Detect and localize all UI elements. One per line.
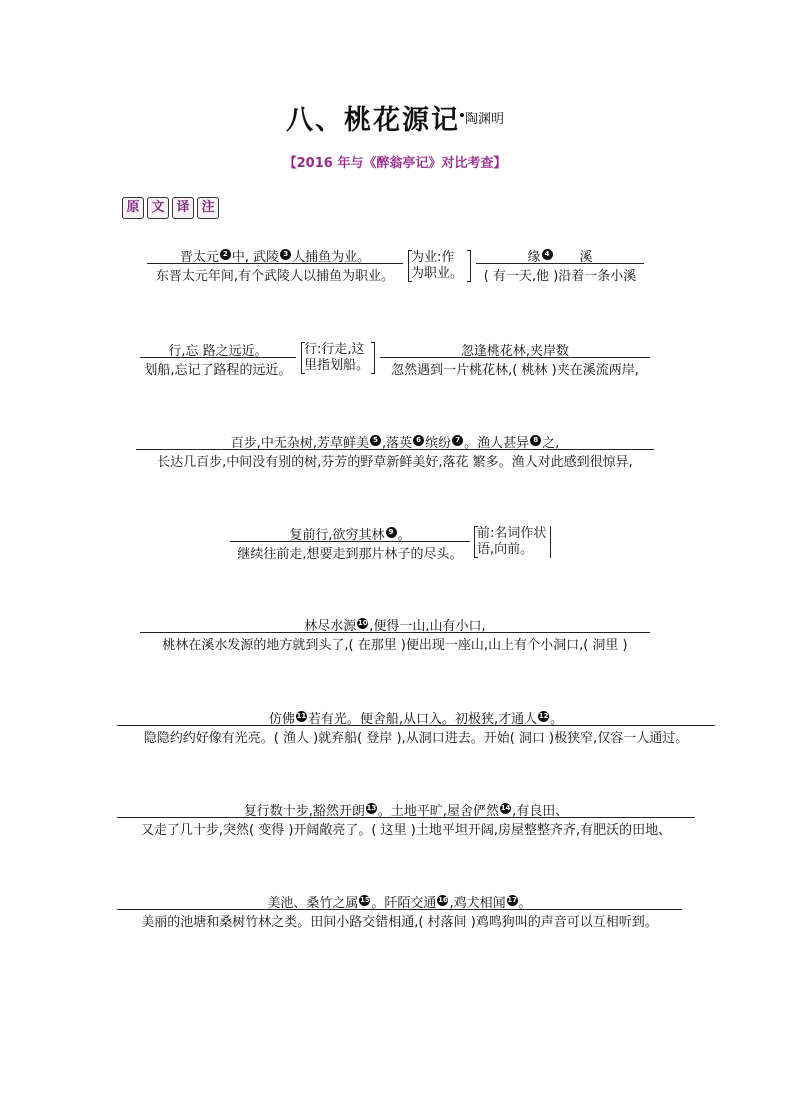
divider (380, 357, 650, 358)
section-badges (122, 197, 219, 219)
note-number-icon: 13 (366, 804, 377, 812)
divider (117, 817, 695, 818)
note-number-icon: 17 (507, 896, 517, 904)
original-text: 百步,中无杂树,芳草鲜美 5 ,落英 6 缤纷 7 。渔人甚异 8 之, (230, 436, 560, 451)
badge-wen: 文 (147, 197, 169, 219)
line2-note: 行:行走,这 里指划船。 (301, 342, 369, 374)
translation-text: 东晋太元年间,有个武陵人以捕鱼为职业。 (155, 269, 395, 284)
badge-zhu: 注 (197, 197, 219, 219)
note-number-icon: 15 (360, 896, 370, 904)
divider (117, 725, 715, 726)
note-number-icon: 8 (530, 435, 541, 446)
note-number-icon: 14 (500, 804, 511, 812)
line1-bracket (466, 250, 471, 282)
note-number-icon: 16 (438, 896, 448, 904)
translation-text: 桃林在溪水发源的地方就到头了,( 在那里 )便出现一座山,山上有个小洞口,( 洞里 ) (162, 638, 628, 653)
note-number-icon: 12 (538, 712, 549, 720)
note-number-icon: 11 (296, 712, 307, 720)
translation-text: 又走了几十步,突然( 变得 )开阔敞亮了。( 这里 )土地平坦开阔,房屋整整齐齐,有肥沃的田地、 (140, 823, 672, 838)
line4-note: 前:名词作状 语,向前。 (474, 526, 551, 558)
author: 陶渊明 (464, 112, 504, 127)
translation-text: 美丽的池塘和桑树竹林之类。田间小路交错相通,( 村落间 )鸡鸣狗叫的声音可以互相听到。 (141, 915, 658, 930)
divider (476, 263, 644, 264)
original-text: 美池、桑竹之属 15 。阡陌交通 16 ,鸡犬相闻 17 。 (267, 896, 532, 911)
note-number-icon: 4 (542, 249, 553, 260)
translation-text: ( 有一天,他 )沿着一条小溪 (483, 269, 637, 284)
translation-text: 继续往前走,想要走到那片林子的尽头。 (237, 547, 463, 562)
note-number-icon: 9 (386, 527, 397, 538)
line2-bracket (370, 342, 375, 374)
original-text: 仿佛 11 若有光。便舍船,从口入。初极狭,才通人 12 。 (268, 712, 564, 727)
divider (136, 449, 654, 450)
subtitle: 【2016 年与《醉翁亭记》对比考查】 (283, 156, 507, 171)
divider (147, 263, 403, 264)
note-number-icon: 6 (413, 435, 424, 446)
original-text: 忽逢桃花林,夹岸数 (460, 344, 570, 359)
divider (140, 357, 296, 358)
original-text: 林尽水源 10 ,便得一山,山有小口, (304, 619, 486, 634)
original-text: 晋太元 2 中, 武陵 3 人捕鱼为业。 (179, 250, 371, 265)
note-number-icon: 10 (357, 619, 368, 627)
badge-yuan: 原 (122, 197, 144, 219)
note-number-icon: 7 (452, 435, 463, 446)
translation-text: 划船,忘记了路程的远近。 (144, 363, 292, 378)
badge-yi: 译 (172, 197, 194, 219)
title-text: 八、桃花源记 (285, 105, 460, 136)
note-number-icon: 5 (370, 435, 381, 446)
original-text: 行,忘 路之远近。 (168, 344, 268, 359)
translation-text: 忽然遇到一片桃花林,( 桃林 )夹在溪流两岸, (391, 363, 639, 378)
author-dot-icon (460, 113, 464, 117)
note-number-icon: 2 (220, 249, 231, 260)
line1-note: 为业:作 为职业。 (408, 250, 463, 282)
divider (230, 541, 470, 542)
original-text: 缘 4 溪 (527, 250, 593, 265)
translation-text: 长达几百步,中间没有别的树,芬芳的野草新鲜美好,落花 繁多。渔人对此感到很惊异, (157, 455, 633, 470)
divider (117, 909, 682, 910)
note-number-icon: 3 (280, 249, 291, 260)
divider (140, 632, 650, 633)
page-title (0, 100, 790, 141)
original-text: 复行数十步,豁然开朗 13 。土地平旷,屋舍俨然 14 ,有良田、 (243, 804, 569, 819)
original-text: 复前行,欲穷其林 9 。 (289, 528, 411, 543)
translation-text: 隐隐约约好像有光亮。( 渔人 )就弃船( 登岸 ),从洞口进去。开始( 洞口 )极狭窄,仅容一人通过。 (143, 731, 689, 746)
